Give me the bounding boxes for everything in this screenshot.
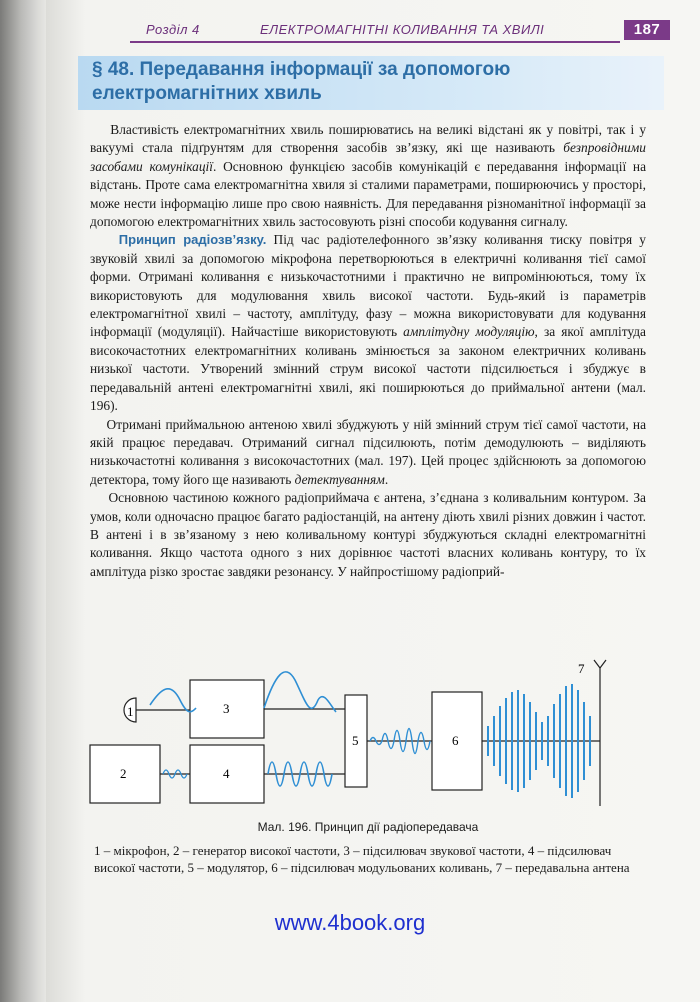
paragraph-2-text-b: , за якої амплітуда високочастотних електромагнітних коливань змінюється за законом електричних коливань низької частоти. Утворений змінний струм високої частоти підсилюється і збуджує в передавальній антені електромагнітні хвилі, які поширюються до приймальної антени (мал. 196). (90, 324, 646, 414)
header-rule (130, 41, 620, 43)
paragraph-4-text: Основною частиною кожного радіоприймача є антена, з’єднана з коливальним контуром. За умов, коли одночасно працює багато радіостанцій, на антену діють хвилі різних довжин і частот. В антені і в зв’язаному з нею коливальному контурі збуджуються складні електромагнітні коливання. Якщо частота одного з них дорівнює частоті власних коливань контуру, то їх амплітуда різко зростає завдяки резонансу. У найпростішому радіоприй- (90, 490, 646, 579)
antenna-icon (594, 660, 606, 668)
paragraph-1 (90, 121, 646, 231)
label-4: 4 (223, 766, 230, 781)
figure-caption: Мал. 196. Принцип дії радіопередавача (257, 820, 479, 834)
label-6: 6 (452, 733, 459, 748)
paragraph-2-heading: Принцип радіозв’язку. (118, 232, 267, 248)
label-5: 5 (352, 733, 359, 748)
paragraph-1-emphasis: безпровідними засобами комунікації (90, 140, 646, 174)
label-7: 7 (578, 661, 585, 676)
page-number: 187 (624, 20, 670, 40)
section-title-line-1: § 48. Передавання інформації за допомогою (92, 59, 511, 80)
body-text (90, 121, 646, 581)
book-binding (0, 0, 46, 1002)
paragraph-1-text-a: Властивість електромагнітних хвиль поширюватись на великі відстані як у повітрі, так і у вакуумі стала підґрунтям для створення засобів зв’язку, які ще називають (90, 122, 647, 156)
paragraph-3-text-b: . (384, 471, 389, 487)
paragraph-2-text-a: Під час радіотелефонного зв’язку коливання тиску повітря у звуковій хвилі за допомогою мікрофона перетворюються в електричні коливання тієї самої форми. Отримані коливання є низькочастотними і практично не випромінюються, тому їх використовують для модулювання хвиль високої частоти. Будь-який із параметрів електромагнітної хвилі – частоту, амплітуду, фазу – можна використовувати для кодування інформації (модуляції). Найчастіше використовують (90, 232, 646, 340)
paragraph-1-text-b: . Основною функцією засобів комунікацій є передавання інформації на відстань. Проте сама електромагнітна хвиля зі сталими параметрами, поширюючись у просторі, може нести інформацію лише про свою наявність. Для передавання різноманітної інформації за допомогою електромагнітних хвиль застосовують різні способи кодування сигналу. (90, 158, 647, 230)
paragraph-3-emphasis: детектуванням (294, 471, 385, 487)
header-section: Розділ 4 (146, 22, 200, 37)
section-title (78, 56, 664, 110)
figure-legend: 1 – мікрофон, 2 – генератор високої частоти, 3 – підсилювач звукової частоти, 4 – підсилювач високої частоти, 5 – модулятор, 6 – підсилювач модульованих коливань, 7 – передавальна антена (94, 843, 630, 875)
paragraph-3-text-a: Отримані приймальною антеною хвилі збуджують у ній змінний струм тієї самої частоти, на якій працює передавач. Отриманий сигнал підсилюють, потім демодулюють – виділяють низькочастотні коливання з високочастотних (мал. 197). Цей процес здійснюють за допомогою детектора, тому його ще називають (90, 416, 647, 487)
paragraph-2 (90, 231, 646, 415)
label-1: 1 (127, 704, 134, 719)
label-3: 3 (223, 701, 230, 716)
section-title-line-2: електромагнітних хвиль (92, 83, 322, 104)
header-chapter: ЕЛЕКТРОМАГНІТНІ КОЛИВАННЯ ТА ХВИЛІ (260, 22, 545, 37)
paragraph-2-emphasis: амплітудну модуляцію (403, 324, 535, 340)
label-2: 2 (120, 766, 127, 781)
figure-196-diagram (0, 650, 700, 815)
paragraph-4 (90, 489, 646, 581)
page-header (130, 22, 670, 44)
site-watermark: www.4book.org (274, 910, 426, 935)
paragraph-3 (90, 416, 646, 490)
